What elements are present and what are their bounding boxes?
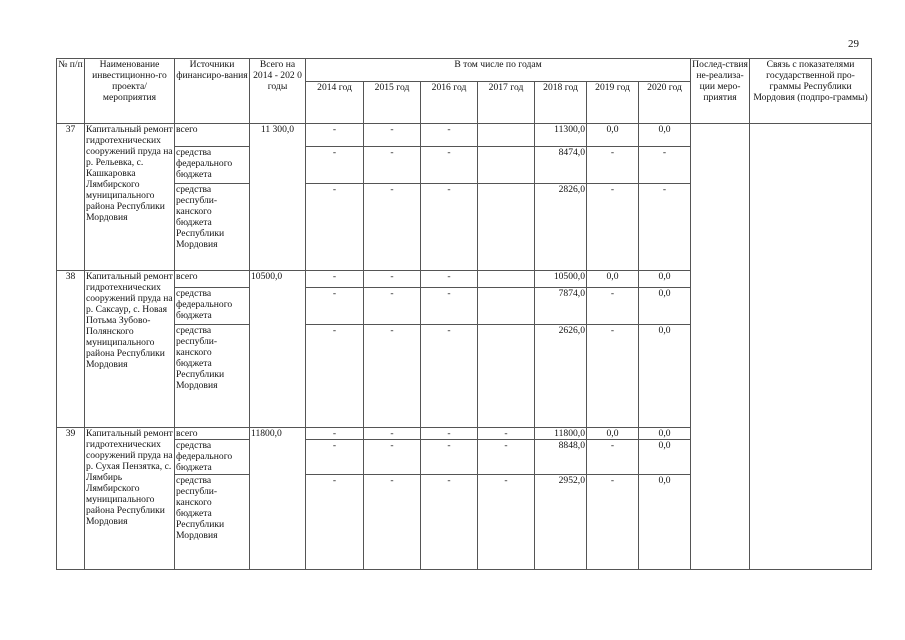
value-cell: 0,0 [639, 428, 691, 440]
header-num: № п/п [57, 59, 85, 124]
value-cell: - [587, 325, 639, 428]
project-total: 11 300,0 [250, 124, 306, 271]
value-cell: 0,0 [639, 325, 691, 428]
value-cell: - [478, 428, 535, 440]
header-total: Всего на 2014 - 202 0 годы [250, 59, 306, 124]
source-cell: средства федерального бюджета [175, 440, 250, 475]
header-year: 2017 год [478, 82, 535, 124]
value-cell: - [639, 147, 691, 184]
value-cell: 0,0 [639, 288, 691, 325]
source-cell: средства республи-канского бюджета Республики Мордовия [175, 184, 250, 271]
source-cell: всего [175, 124, 250, 147]
value-cell: - [364, 271, 421, 288]
value-cell: 0,0 [639, 124, 691, 147]
project-name: Капитальный ремонт гидротехнических сооружений пруда на р. Сухая Пензятка, с. Лямбирь Лямбирского муниципального района Республики Мордовия [85, 428, 175, 570]
value-cell: - [478, 440, 535, 475]
header-source: Источники финансиро-вания [175, 59, 250, 124]
consequences-cell [691, 124, 750, 570]
value-cell: - [478, 475, 535, 570]
value-cell: - [364, 428, 421, 440]
value-cell [478, 271, 535, 288]
value-cell: 11800,0 [535, 428, 587, 440]
value-cell: - [306, 440, 364, 475]
value-cell: 2626,0 [535, 325, 587, 428]
value-cell: - [306, 325, 364, 428]
header-year: 2014 год [306, 82, 364, 124]
value-cell [478, 184, 535, 271]
value-cell [478, 124, 535, 147]
value-cell: 2826,0 [535, 184, 587, 271]
header-year: 2016 год [421, 82, 478, 124]
value-cell: - [306, 124, 364, 147]
value-cell: - [421, 325, 478, 428]
source-cell: всего [175, 271, 250, 288]
value-cell: - [421, 288, 478, 325]
source-cell: средства республи-канского бюджета Республики Мордовия [175, 325, 250, 428]
header-year: 2020 год [639, 82, 691, 124]
value-cell [478, 147, 535, 184]
value-cell [478, 288, 535, 325]
source-cell: средства федерального бюджета [175, 147, 250, 184]
header-row [57, 59, 872, 82]
header-year: 2015 год [364, 82, 421, 124]
value-cell: 0,0 [587, 124, 639, 147]
page-number: 29 [848, 38, 859, 50]
table-row [57, 124, 872, 147]
source-cell: средства федерального бюджета [175, 288, 250, 325]
value-cell: - [364, 475, 421, 570]
value-cell: - [306, 184, 364, 271]
investment-table [56, 58, 872, 570]
value-cell: - [421, 475, 478, 570]
header-link: Связь с показателями государственной про-граммы Республики Мордовия (подпро-граммы) [750, 59, 872, 124]
value-cell: - [364, 325, 421, 428]
project-num: 37 [57, 124, 85, 271]
value-cell: - [306, 288, 364, 325]
source-cell: всего [175, 428, 250, 440]
value-cell: 7874,0 [535, 288, 587, 325]
value-cell: - [421, 440, 478, 475]
value-cell: 10500,0 [535, 271, 587, 288]
value-cell: 0,0 [587, 271, 639, 288]
value-cell [478, 325, 535, 428]
header-year: 2019 год [587, 82, 639, 124]
value-cell: - [306, 147, 364, 184]
value-cell: 8848,0 [535, 440, 587, 475]
value-cell: - [587, 147, 639, 184]
value-cell: - [364, 288, 421, 325]
value-cell: - [587, 184, 639, 271]
project-total: 10500,0 [250, 271, 306, 428]
header-consequences: Послед-ствия не-реализа-ции меро-приятия [691, 59, 750, 124]
header-name: Наименование инвестиционно-го проекта/ мероприятия [85, 59, 175, 124]
value-cell: - [364, 184, 421, 271]
value-cell: 8474,0 [535, 147, 587, 184]
value-cell: 11300,0 [535, 124, 587, 147]
value-cell: 0,0 [639, 440, 691, 475]
value-cell: - [306, 271, 364, 288]
value-cell: - [421, 184, 478, 271]
project-num: 38 [57, 271, 85, 428]
value-cell: - [306, 428, 364, 440]
value-cell: - [306, 475, 364, 570]
value-cell: - [587, 475, 639, 570]
project-name: Капитальный ремонт гидротехнических сооружений пруда на р. Саксаур, с. Новая Потьма Зубово-Полянского муниципального района Республики Мордовия [85, 271, 175, 428]
value-cell: - [421, 428, 478, 440]
value-cell: - [364, 124, 421, 147]
value-cell: - [364, 440, 421, 475]
header-by-years: В том числе по годам [306, 59, 691, 82]
value-cell: - [364, 147, 421, 184]
link-cell [750, 124, 872, 570]
project-num: 39 [57, 428, 85, 570]
value-cell: 0,0 [639, 271, 691, 288]
value-cell: 0,0 [587, 428, 639, 440]
value-cell: - [421, 147, 478, 184]
value-cell: - [421, 271, 478, 288]
source-cell: средства республи-канского бюджета Республики Мордовия [175, 475, 250, 570]
value-cell: - [587, 440, 639, 475]
header-year: 2018 год [535, 82, 587, 124]
value-cell: - [587, 288, 639, 325]
value-cell: - [421, 124, 478, 147]
project-name: Капитальный ремонт гидротехнических сооружений пруда на р. Рельевка, с. Кашкаровка Лямбирского муниципального района Республики Мордовия [85, 124, 175, 271]
value-cell: 0,0 [639, 475, 691, 570]
project-total: 11800,0 [250, 428, 306, 570]
value-cell: - [639, 184, 691, 271]
value-cell: 2952,0 [535, 475, 587, 570]
